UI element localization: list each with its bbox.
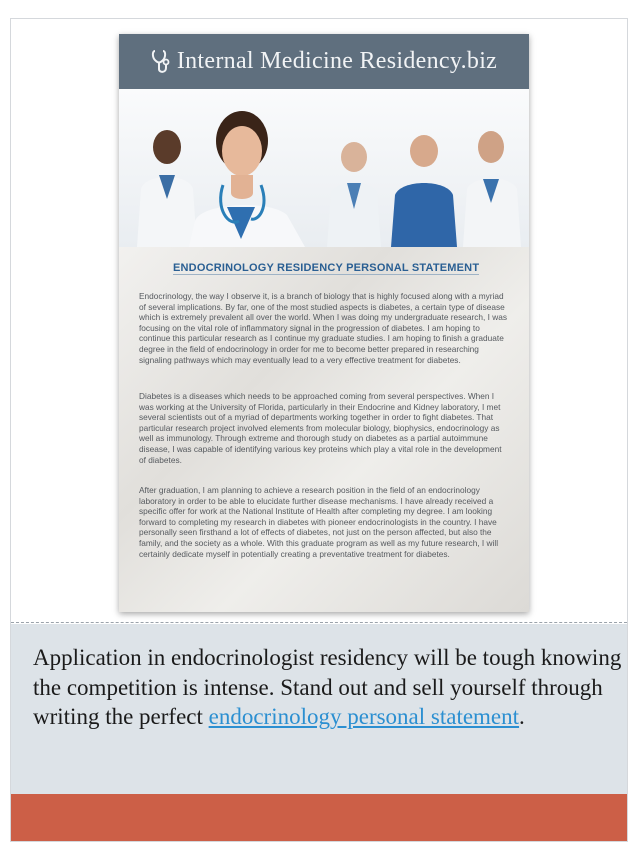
statement-paragraph-1: Endocrinology, the way I observe it, is a branch of biology that is highly focused along with a myriad of several implications. By far, one of the most studied aspects is diabetes, a certain type of disease which is extremely prevalent all over the world. When I was doing my undergraduate research, I was focusing on the vital role of inflammatory signal in the progression of diabetes. I am hoping to continue this particular research as I continue my graduate studies. I am hoping to finish a graduate degree in the field of endocrinology in order for me to become better prepared in researching signaling pathways which may eventually lead to a very effective treatment for diabetes. — [139, 291, 508, 365]
stethoscope-icon — [151, 49, 173, 75]
footer-bar — [11, 794, 627, 841]
personal-statement-link[interactable]: endocrinology personal statement — [208, 704, 520, 729]
document-image — [119, 34, 529, 612]
statement-title: ENDOCRINOLOGY RESIDENCY PERSONAL STATEMENT — [173, 262, 480, 274]
doc-header — [119, 34, 529, 89]
doctors-illustration — [119, 89, 529, 247]
caption-text — [33, 643, 623, 732]
personal-statement — [119, 247, 529, 612]
statement-paragraph-2: Diabetes is a diseases which needs to be approached coming from several perspectives. When I was working at the University of Florida, particularly in their Endocrine and Kidney laboratory, I met several scientists out of a myriad of departments working together in order to fight diabetes. That particular research project involved elements from molecular biology, biophysics, endocrinology as well as immunology. Through extreme and thorough study on diabetes as a partial autoimmune disease, I was capable of identifying various key proteins which play a vital role in the development of diabetes. — [139, 391, 502, 465]
caption-box — [11, 624, 627, 794]
statement-paragraph-3: After graduation, I am planning to achieve a research position in the field of an endocrinology laboratory in order to be able to elucidate further disease mechanisms. I have already received a specific offer for work at the National Institute of Health after completing my degree. I am looking forward to completing my research in diabetes with pioneer endocrinologists in the country. I have personally seen firsthand a lot of effects of diabetes, not just on the person affected, but also the family, and the society as a whole. With this graduate program as well as my future research, I will certainly dedicate myself in potentially creating a preventative treatment for diabetes. — [139, 485, 499, 559]
divider — [11, 622, 627, 623]
caption-period: . — [519, 704, 525, 729]
brand-name: Internal Medicine Residency.biz — [176, 48, 498, 74]
caption-body: Application in endocrinologist residency will be tough knowing the competition is intense. Stand out and sell yourself through writing the perfect — [33, 645, 622, 729]
doctors-photo — [119, 89, 529, 247]
